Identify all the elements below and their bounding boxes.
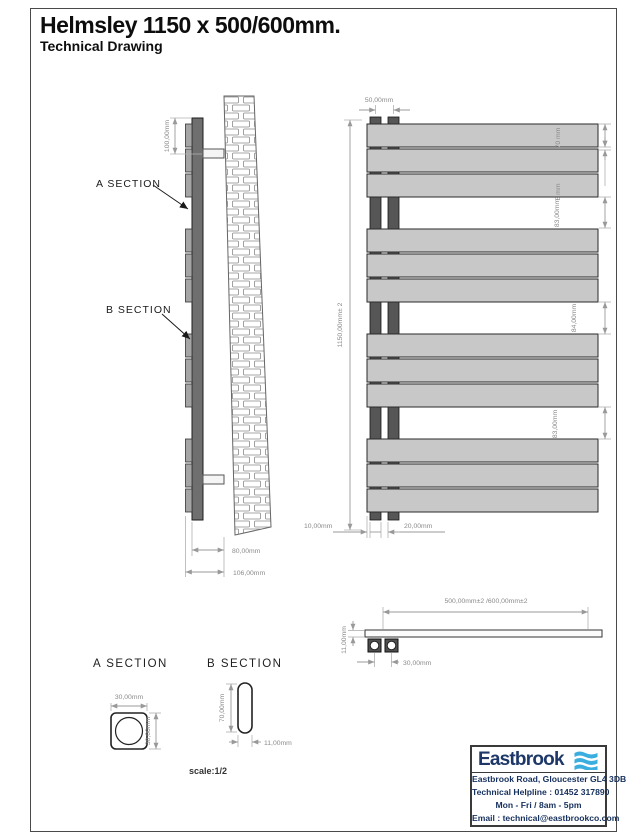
brand-contact-lines xyxy=(472,773,627,825)
section-b-heading: B SECTION xyxy=(207,658,283,670)
brand-box xyxy=(470,745,627,827)
dim-label-panel-gap: 5 mm xyxy=(555,183,562,201)
side-panel-stack xyxy=(186,124,193,512)
wall-bracket-top xyxy=(203,149,224,158)
section-a-callout xyxy=(96,178,188,209)
front-view xyxy=(304,97,611,538)
wall-hatch xyxy=(224,96,271,535)
brand-logo-text: Eastbrook xyxy=(478,749,564,770)
dim-label-width: 500,00mm±2 /600,00mm±2 xyxy=(444,598,528,605)
dim-tube-spacing xyxy=(359,97,410,114)
side-tube-column xyxy=(192,118,203,520)
section-a-detail xyxy=(111,694,161,749)
dim-label-section-a-height: 30,00mm xyxy=(145,716,152,746)
dim-label-bracket-offset: 100,00mm xyxy=(164,119,171,153)
brand-email: Email : technical@eastbrookco.com xyxy=(472,813,620,823)
top-view xyxy=(341,598,602,667)
section-b-callout-label: B SECTION xyxy=(106,304,172,316)
section-b-callout xyxy=(106,304,190,339)
section-a-heading: A SECTION xyxy=(93,658,168,670)
page-title: Helmsley 1150 x 500/600mm. xyxy=(40,12,341,38)
dim-label-gap-bottom: 83,00mm xyxy=(552,409,559,439)
top-panel-bar xyxy=(365,630,602,637)
front-panel-stack xyxy=(367,124,598,512)
top-tube-right-bore xyxy=(387,641,396,650)
dim-label-gap-mid: 84,00mm xyxy=(571,303,578,333)
top-tube-left-bore xyxy=(370,641,379,650)
dim-label-thickness: 11,00mm xyxy=(341,626,348,654)
dim-label-section-a-width: 30,00mm xyxy=(114,694,144,701)
brand-address: Eastbrook Road, Gloucester GL4 3DB xyxy=(472,774,627,784)
dim-height xyxy=(337,120,362,530)
section-b-shape xyxy=(238,683,252,733)
dim-label-edge-offset: 10,00mm xyxy=(304,523,333,530)
page-subtitle: Technical Drawing xyxy=(40,38,163,54)
eastbrook-waves-icon xyxy=(574,750,599,770)
dim-label-section-b-width: 11,00mm xyxy=(264,740,292,747)
dim-label-tube-spacing: 50,00mm xyxy=(364,97,394,104)
section-a-shape xyxy=(111,713,147,749)
brand-logo-row xyxy=(472,747,605,773)
section-b-detail xyxy=(219,683,292,747)
brand-hours: Mon - Fri / 8am - 5pm xyxy=(495,800,582,810)
wall-bracket-bottom xyxy=(203,475,224,484)
dim-thickness xyxy=(341,621,364,654)
section-a-callout-label: A SECTION xyxy=(96,178,162,190)
dim-label-panel-height: 70 mm xyxy=(555,127,562,149)
dim-label-height: 1150,00mm± 2 xyxy=(337,302,344,348)
dim-label-top-tube-spacing: 30,00mm xyxy=(403,660,432,667)
dim-label-tube-gap: 20,00mm xyxy=(404,523,433,530)
brand-helpline: Technical Helpline : 01452 317890 xyxy=(472,787,610,797)
side-view xyxy=(96,96,271,577)
scale-note: scale:1/2 xyxy=(189,766,228,776)
dim-label-section-b-height: 70,00mm xyxy=(219,693,226,723)
dim-label-total-depth: 106,00mm xyxy=(233,570,266,577)
dim-top-tube-spacing xyxy=(357,653,432,667)
dim-label-gap-top: 83,00mm xyxy=(554,198,561,228)
dim-label-depth-to-wall: 80,00mm xyxy=(232,548,261,555)
